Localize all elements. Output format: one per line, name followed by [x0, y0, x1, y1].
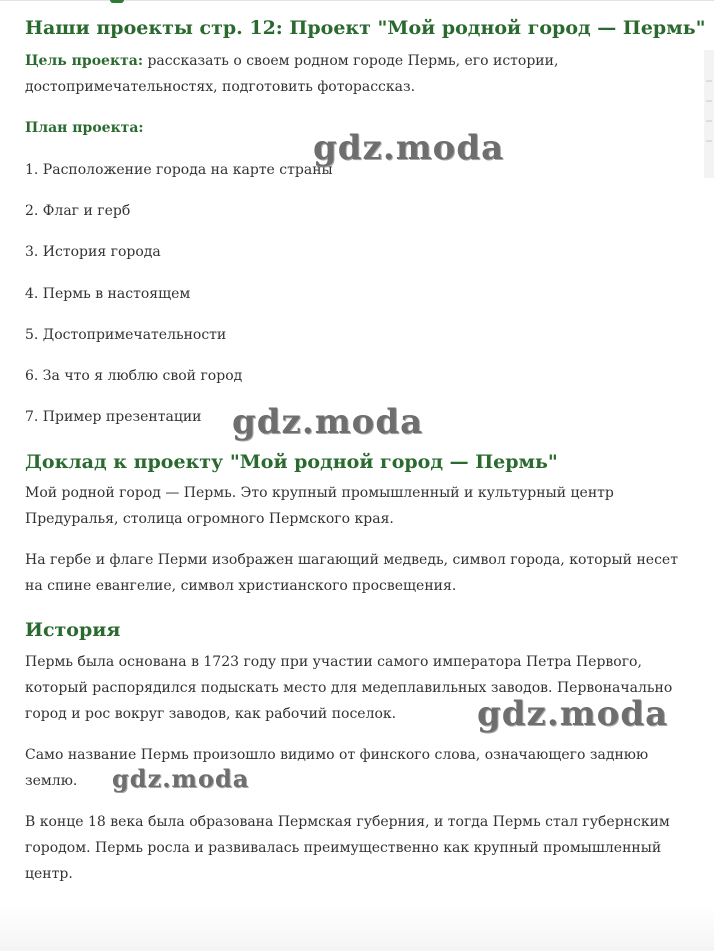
- right-edge-strip: [704, 50, 714, 178]
- goal-label: Цель проекта:: [25, 53, 143, 69]
- plan-label: План проекта:: [25, 120, 144, 136]
- plan-item: 3. История города: [25, 244, 161, 260]
- watermark: gdz.moda: [313, 128, 505, 168]
- plan-item: 4. Пермь в настоящем: [25, 286, 191, 302]
- history-paragraph: В конце 18 века была образована Пермская губерния, и тогда Пермь стал губернским городом. Пермь росла и развивалась преимущественно как крупный промышленный центр.: [25, 814, 670, 882]
- report-paragraph: Мой родной город — Пермь. Это крупный промышленный и культурный центр Предуралья, столица огромного Пермского края.: [25, 485, 614, 527]
- top-accent-tab: [110, 0, 124, 3]
- plan-item: 1. Расположение города на карте страны: [25, 162, 333, 178]
- watermark: gdz.moda: [232, 402, 424, 442]
- goal-text: рассказать о своем родном городе Пермь, его истории, достопримечательностях, подготовить фоторассказ.: [25, 53, 559, 95]
- history-paragraph: Пермь была основана в 1723 году при участии самого императора Петра Первого, который распорядился подыскать место для медеплавильных заводов. Первоначально город и рос вокруг заводов, как рабочий поселок.: [25, 654, 673, 722]
- page-title: Наши проекты стр. 12: Проект "Мой родной город — Пермь": [25, 17, 706, 39]
- project-goal: [25, 48, 685, 100]
- report-heading: Доклад к проекту "Мой родной город — Пермь": [25, 451, 558, 473]
- plan-item: 6. За что я люблю свой город: [25, 368, 243, 384]
- report-paragraph: На гербе и флаге Перми изображен шагающий медведь, символ города, который несет на спине евангелие, символ христианского просвещения.: [25, 552, 678, 594]
- top-divider: [0, 0, 714, 1]
- history-heading: История: [25, 619, 121, 641]
- plan-item: 7. Пример презентации: [25, 409, 202, 425]
- plan-item: 5. Достопримечательности: [25, 327, 227, 343]
- watermark: gdz.moda: [477, 694, 669, 734]
- plan-item: 2. Флаг и герб: [25, 203, 131, 219]
- watermark: gdz.moda: [112, 764, 250, 793]
- bottom-fade: [0, 906, 714, 951]
- history-paragraph: Само название Пермь произошло видимо от финского слова, означающего заднюю землю.: [25, 747, 649, 789]
